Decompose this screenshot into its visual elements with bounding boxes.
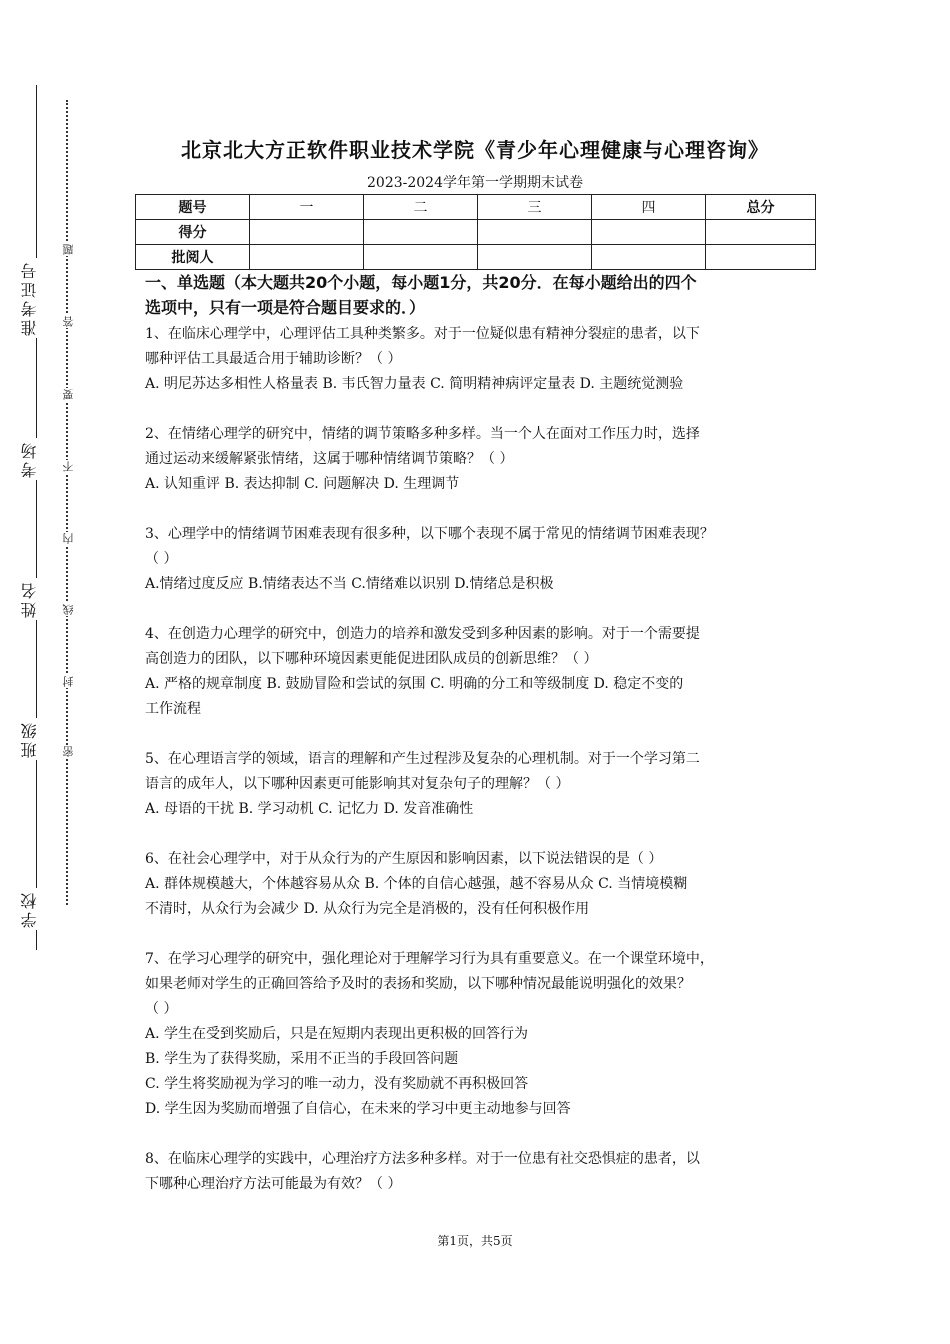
admission-number-label: 准考证号 bbox=[20, 260, 39, 336]
seal-dotted-line bbox=[66, 100, 68, 905]
section-heading bbox=[145, 270, 817, 320]
question-line: 哪种评估工具最适合用于辅助诊断？（ ） bbox=[145, 351, 402, 367]
table-header-cell: 题号 bbox=[136, 195, 250, 220]
exam-title: 北京北大方正软件职业技术学院《青少年心理健康与心理咨询》 bbox=[181, 138, 769, 162]
question-line: 1、在临床心理学中，心理评估工具种类繁多。对于一位疑似患有精神分裂症的患者，以下 bbox=[145, 326, 700, 342]
page-footer: 第1页，共5页 bbox=[437, 1234, 513, 1248]
options-line: 工作流程 bbox=[145, 701, 201, 717]
question-line: 高创造力的团队，以下哪种环境因素更能促进团队成员的创新思维？（ ） bbox=[145, 651, 598, 667]
options-line: A. 认知重评 B. 表达抑制 C. 问题解决 D. 生理调节 bbox=[145, 476, 460, 492]
table-header-cell: 三 bbox=[478, 195, 592, 220]
option-c: C. 学生将奖励视为学习的唯一动力，没有奖励就不再积极回答 bbox=[145, 1076, 529, 1092]
options-line: A. 严格的规章制度 B. 鼓励冒险和尝试的氛围 C. 明确的分工和等级制度 D. 稳定不变的 bbox=[145, 676, 684, 692]
question-line: 7、在学习心理学的研究中，强化理论对于理解学习行为具有重要意义。在一个课堂环境中， bbox=[145, 951, 714, 967]
row-label: 批阅人 bbox=[136, 245, 250, 270]
options-line: A. 明尼苏达多相性人格量表 B. 韦氏智力量表 C. 简明精神病评定量表 D. 主题统觉测验 bbox=[145, 376, 684, 392]
exam-subtitle: 2023-2024学年第一学期期末试卷 bbox=[367, 175, 583, 191]
score-cell[interactable] bbox=[592, 220, 706, 245]
seal-char: 不 bbox=[62, 461, 75, 472]
question-6 bbox=[145, 847, 817, 922]
question-3 bbox=[145, 522, 817, 597]
reviewer-cell[interactable] bbox=[478, 245, 592, 270]
class-label: 班级 bbox=[20, 720, 39, 758]
question-line: 5、在心理语言学的领域，语言的理解和产生过程涉及复杂的心理机制。对于一个学习第二 bbox=[145, 751, 700, 767]
exam-content bbox=[145, 270, 817, 1222]
binding-line bbox=[36, 85, 37, 950]
question-8 bbox=[145, 1147, 817, 1197]
question-line: （ ） bbox=[145, 1001, 178, 1017]
seal-char: 题 bbox=[62, 244, 75, 255]
section-heading-line: 一、单选题（本大题共20个小题，每小题1分，共20分．在每小题给出的四个 bbox=[145, 273, 697, 292]
question-4 bbox=[145, 622, 817, 722]
school-label: 学校 bbox=[20, 890, 39, 928]
exam-room-label: 考场 bbox=[20, 440, 39, 478]
table-header-cell: 总分 bbox=[706, 195, 816, 220]
score-cell[interactable] bbox=[478, 220, 592, 245]
question-line: （ ） bbox=[145, 551, 178, 567]
table-header-cell: 二 bbox=[364, 195, 478, 220]
options-line: A. 群体规模越大，个体越容易从众 B. 个体的自信心越强，越不容易从众 C. 当情境模糊 bbox=[145, 876, 688, 892]
seal-char: 内 bbox=[62, 533, 75, 544]
question-line: 3、心理学中的情绪调节困难表现有很多种，以下哪个表现不属于常见的情绪调节困难表现？ bbox=[145, 526, 714, 542]
option-a: A. 学生在受到奖励后，只是在短期内表现出更积极的回答行为 bbox=[145, 1026, 529, 1042]
option-b: B. 学生为了获得奖励，采用不正当的手段回答问题 bbox=[145, 1051, 459, 1067]
reviewer-cell[interactable] bbox=[706, 245, 816, 270]
section-heading-line: 选项中，只有一项是符合题目要求的．） bbox=[145, 298, 426, 317]
question-5 bbox=[145, 747, 817, 822]
table-header-cell: 四 bbox=[592, 195, 706, 220]
question-line: 4、在创造力心理学的研究中，创造力的培养和激发受到多种因素的影响。对于一个需要提 bbox=[145, 626, 700, 642]
reviewer-cell[interactable] bbox=[250, 245, 364, 270]
question-line: 语言的成年人，以下哪种因素更可能影响其对复杂句子的理解？（ ） bbox=[145, 776, 570, 792]
score-table-header-row bbox=[136, 195, 816, 220]
question-2 bbox=[145, 422, 817, 497]
seal-char: 线 bbox=[62, 604, 75, 615]
options-line: A. 母语的干扰 B. 学习动机 C. 记忆力 D. 发音准确性 bbox=[145, 801, 474, 817]
seal-char: 答 bbox=[62, 316, 75, 327]
question-line: 2、在情绪心理学的研究中，情绪的调节策略多种多样。当一个人在面对工作压力时，选择 bbox=[145, 426, 700, 442]
options-line: A.情绪过度反应 B.情绪表达不当 C.情绪难以识别 D.情绪总是积极 bbox=[145, 576, 554, 592]
option-d: D. 学生因为奖励而增强了自信心，在未来的学习中更主动地参与回答 bbox=[145, 1101, 571, 1117]
seal-char: 封 bbox=[62, 676, 75, 687]
question-line: 下哪种心理治疗方法可能最为有效？（ ） bbox=[145, 1176, 402, 1192]
question-line: 6、在社会心理学中，对于从众行为的产生原因和影响因素，以下说法错误的是（ ） bbox=[145, 851, 663, 867]
question-line: 通过运动来缓解紧张情绪，这属于哪种情绪调节策略？（ ） bbox=[145, 451, 514, 467]
seal-char: 要 bbox=[62, 389, 75, 400]
table-header-cell: 一 bbox=[250, 195, 364, 220]
reviewer-cell[interactable] bbox=[364, 245, 478, 270]
score-cell[interactable] bbox=[250, 220, 364, 245]
score-table bbox=[135, 194, 816, 270]
row-label: 得分 bbox=[136, 220, 250, 245]
question-7 bbox=[145, 947, 817, 1122]
options-line: 不清时，从众行为会减少 D. 从众行为完全是消极的，没有任何积极作用 bbox=[145, 901, 590, 917]
question-1 bbox=[145, 322, 817, 397]
binding-margin bbox=[0, 0, 120, 1344]
score-row bbox=[136, 220, 816, 245]
score-cell[interactable] bbox=[364, 220, 478, 245]
reviewer-cell[interactable] bbox=[592, 245, 706, 270]
question-line: 8、在临床心理学的实践中，心理治疗方法多种多样。对于一位患有社交恐惧症的患者，以 bbox=[145, 1151, 700, 1167]
question-line: 如果老师对学生的正确回答给予及时的表扬和奖励，以下哪种情况最能说明强化的效果？ bbox=[145, 976, 691, 992]
seal-char: 密 bbox=[62, 746, 75, 757]
score-cell[interactable] bbox=[706, 220, 816, 245]
reviewer-row bbox=[136, 245, 816, 270]
name-label: 姓名 bbox=[20, 580, 39, 618]
